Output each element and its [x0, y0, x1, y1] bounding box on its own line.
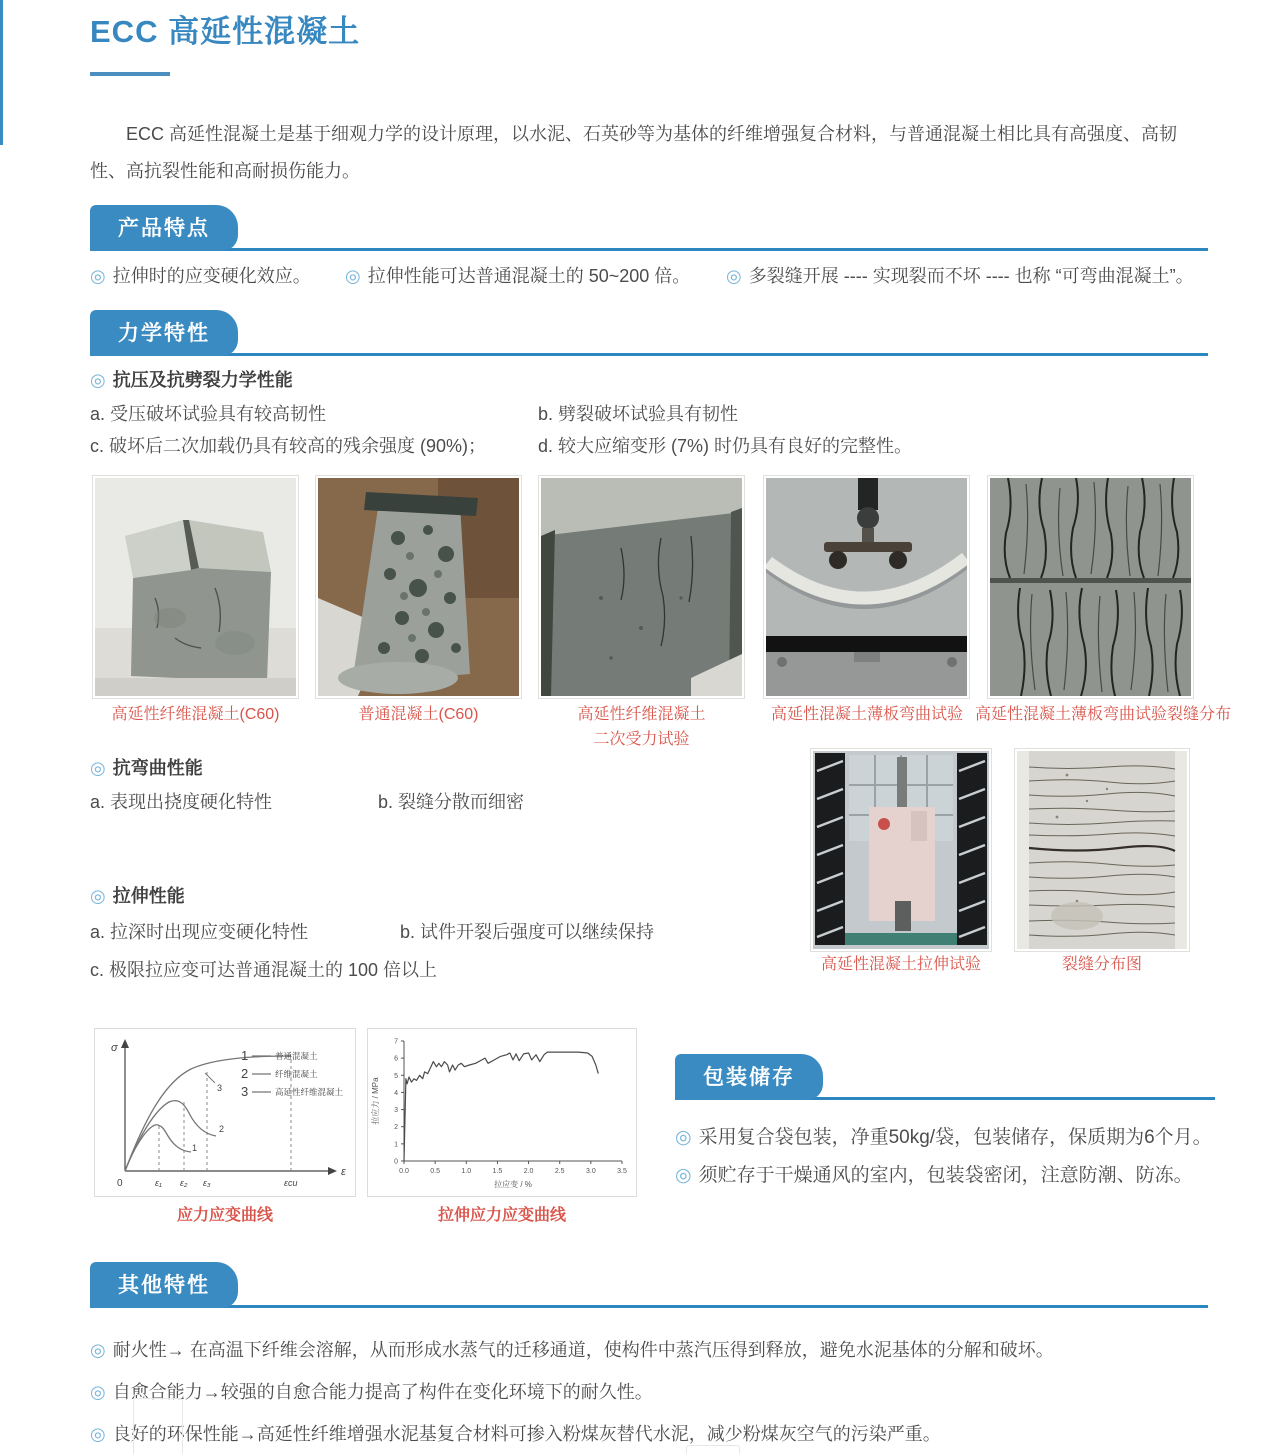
left-edge-accent-bar	[0, 0, 3, 145]
photo-ductile-fiber-concrete-cube	[92, 475, 299, 699]
section-rule	[90, 248, 1208, 251]
figure-caption: 高延性混凝土拉伸试验	[820, 956, 981, 973]
tension-point-b: b. 试件开裂后强度可以继续保持	[400, 922, 655, 942]
packaging-item: ◎ 采用复合袋包装，净重50kg/袋，包装储存，保质期为6个月。	[675, 1127, 1212, 1148]
subsection-heading-tension: ◎ 拉伸性能	[90, 886, 185, 906]
crushed-concrete-image	[318, 478, 519, 696]
feature-text: 拉伸性能可达普通混凝土的 50~200 倍。	[367, 266, 691, 286]
legend	[241, 1048, 344, 1099]
double-circle-bullet-icon: ◎	[345, 266, 361, 286]
intro-paragraph: ECC 高延性混凝土是基于细观力学的设计原理，以水泥、石英砂等为基体的纤维增强复合材料，与普通混凝土相比具有高强度、高韧性、高抗裂性能和高耐损伤能力。	[90, 124, 1177, 181]
legend-num: 1	[241, 1048, 249, 1063]
figure-caption: 高延性纤维混凝土(C60)	[111, 706, 280, 723]
legend-label: 高延性纤维混凝土	[275, 1087, 344, 1097]
svg-text:2: 2	[394, 1124, 398, 1132]
curve-label: 1	[192, 1143, 198, 1153]
double-circle-bullet-icon: ◎	[675, 1127, 692, 1148]
svg-text:0.5: 0.5	[430, 1168, 441, 1175]
other-item: ◎ 耐火性→ 在高温下纤维会溶解，从而形成水蒸气的迁移通道，使构件中蒸汽压得到释放，避免水泥基体的分解和破坏。	[90, 1340, 1054, 1360]
ghost-outline	[686, 1445, 740, 1454]
svg-text:拉应变 / %: 拉应变 / %	[494, 1180, 532, 1189]
concrete-cube-notch-image	[95, 478, 296, 696]
stress-strain-chart	[94, 1028, 356, 1197]
chart-caption: 拉伸应力应变曲线	[437, 1207, 566, 1224]
double-circle-bullet-icon: ◎	[675, 1165, 692, 1186]
legend-label: 普通混凝土	[275, 1051, 318, 1061]
bending-test-image	[766, 478, 967, 696]
tension-point-c: c. 极限拉应变可达普通混凝土的 100 倍以上	[90, 960, 438, 980]
double-circle-bullet-icon: ◎	[90, 266, 106, 286]
section-header-packaging	[675, 1060, 1215, 1100]
legend-label: 纤维混凝土	[275, 1069, 318, 1079]
compression-point-b: b. 劈裂破坏试验具有韧性	[538, 404, 739, 424]
compression-point-a: a. 受压破坏试验具有较高韧性	[90, 404, 327, 424]
chart-caption: 应力应变曲线	[176, 1207, 273, 1224]
section-rule	[90, 1305, 1208, 1308]
feature-item	[726, 262, 1194, 288]
photo-ductile-concrete-second-loading	[538, 475, 745, 699]
double-circle-bullet-icon: ◎	[90, 1424, 106, 1444]
svg-text:2.0: 2.0	[523, 1168, 534, 1175]
x-axis-label: ε	[341, 1166, 346, 1178]
section-tab-others: 其他特性	[90, 1262, 238, 1308]
origin-tick: 0	[117, 1178, 123, 1189]
title-underline-dash	[90, 72, 170, 76]
svg-text:4: 4	[394, 1089, 398, 1097]
double-circle-bullet-icon: ◎	[90, 370, 106, 390]
legend-num: 3	[241, 1084, 249, 1099]
section-tab-mechanics: 力学特性	[90, 310, 238, 356]
figure-caption: 裂缝分布图	[1061, 956, 1142, 973]
photo-ordinary-concrete-crushed	[315, 475, 522, 699]
svg-text:5: 5	[394, 1072, 398, 1080]
section-rule	[90, 353, 1208, 356]
tensile-stress-strain-chart	[367, 1028, 637, 1197]
figure-caption: 高延性纤维混凝土 二次受力试验	[577, 706, 706, 748]
svg-text:2.5: 2.5	[554, 1168, 565, 1175]
svg-text:0.0: 0.0	[399, 1168, 409, 1175]
photo-bending-crack-distribution	[987, 475, 1194, 699]
x-tick: ε₂	[180, 1178, 188, 1188]
bending-point-b: b. 裂缝分散而细密	[378, 792, 525, 812]
double-circle-bullet-icon: ◎	[726, 266, 742, 286]
svg-text:6: 6	[394, 1055, 398, 1063]
x-tick: εcu	[284, 1178, 298, 1188]
double-circle-bullet-icon: ◎	[90, 886, 106, 906]
svg-text:1.5: 1.5	[492, 1168, 503, 1175]
bending-point-a: a. 表现出挠度硬化特性	[90, 792, 273, 812]
dark-cube-image	[541, 478, 742, 696]
photo-crack-distribution-tensile	[1014, 748, 1190, 952]
feature-text: 多裂缝开展 ---- 实现裂而不坏 ---- 也称 “可弯曲混凝土”。	[748, 266, 1194, 286]
figure-caption: 普通混凝土(C60)	[358, 706, 479, 723]
subsection-heading-bending: ◎ 抗弯曲性能	[90, 758, 203, 778]
double-circle-bullet-icon: ◎	[90, 758, 106, 778]
section-tab-features: 产品特点	[90, 205, 238, 251]
x-tick: ε₃	[203, 1178, 211, 1188]
svg-text:7: 7	[394, 1038, 398, 1046]
svg-text:1: 1	[394, 1141, 398, 1149]
photo-thin-plate-bending-test	[763, 475, 970, 699]
section-header-mechanics	[90, 316, 1208, 356]
svg-text:3: 3	[394, 1107, 398, 1115]
y-axis-label: σ	[111, 1042, 118, 1054]
tension-point-a: a. 拉深时出现应变硬化特性	[90, 922, 309, 942]
photo-tensile-test-machine	[810, 748, 992, 952]
svg-text:3.0: 3.0	[585, 1168, 596, 1175]
horizontal-cracks-image	[1017, 751, 1187, 949]
page-title: ECC 高延性混凝土	[90, 14, 361, 49]
subsection-heading-compression: ◎ 抗压及抗劈裂力学性能	[90, 370, 293, 390]
svg-text:0: 0	[394, 1158, 398, 1166]
curve-label: 3	[217, 1083, 223, 1093]
svg-text:拉应力 / MPa: 拉应力 / MPa	[371, 1077, 380, 1125]
section-header-features	[90, 211, 1208, 251]
svg-text:3.5: 3.5	[617, 1168, 627, 1175]
double-circle-bullet-icon: ◎	[90, 1340, 106, 1360]
figure-caption: 高延性混凝土薄板弯曲试验裂缝分布	[975, 706, 1232, 723]
feature-text: 拉伸时的应变硬化效应。	[112, 266, 311, 286]
feature-item	[90, 262, 311, 288]
tensile-machine-image	[813, 751, 989, 949]
ghost-outline	[133, 1398, 183, 1454]
compression-point-d: d. 较大应缩变形 (7%) 时仍具有良好的完整性。	[538, 436, 913, 456]
legend-num: 2	[241, 1066, 249, 1081]
other-item: ◎ 自愈合能力→较强的自愈合能力提高了构件在变化环境下的耐久性。	[90, 1382, 653, 1402]
curve-label: 2	[219, 1124, 225, 1134]
double-circle-bullet-icon: ◎	[90, 1382, 106, 1402]
feature-item	[345, 262, 690, 288]
x-tick: ε₁	[155, 1178, 162, 1188]
other-item: ◎ 良好的环保性能→高延性纤维增强水泥基复合材料可掺入粉煤灰替代水泥，减少粉煤灰空气的污染严重。	[90, 1424, 941, 1444]
svg-text:1.0: 1.0	[461, 1168, 472, 1175]
compression-point-c: c. 破坏后二次加载仍具有较高的残余强度 (90%)；	[90, 436, 487, 456]
section-tab-packaging: 包装储存	[675, 1054, 823, 1100]
figure-caption: 高延性混凝土薄板弯曲试验	[770, 706, 963, 723]
packaging-item: ◎ 须贮存于干燥通风的室内，包装袋密闭，注意防潮、防冻。	[675, 1165, 1193, 1186]
section-header-others	[90, 1268, 1208, 1308]
crack-web-image	[990, 478, 1191, 696]
